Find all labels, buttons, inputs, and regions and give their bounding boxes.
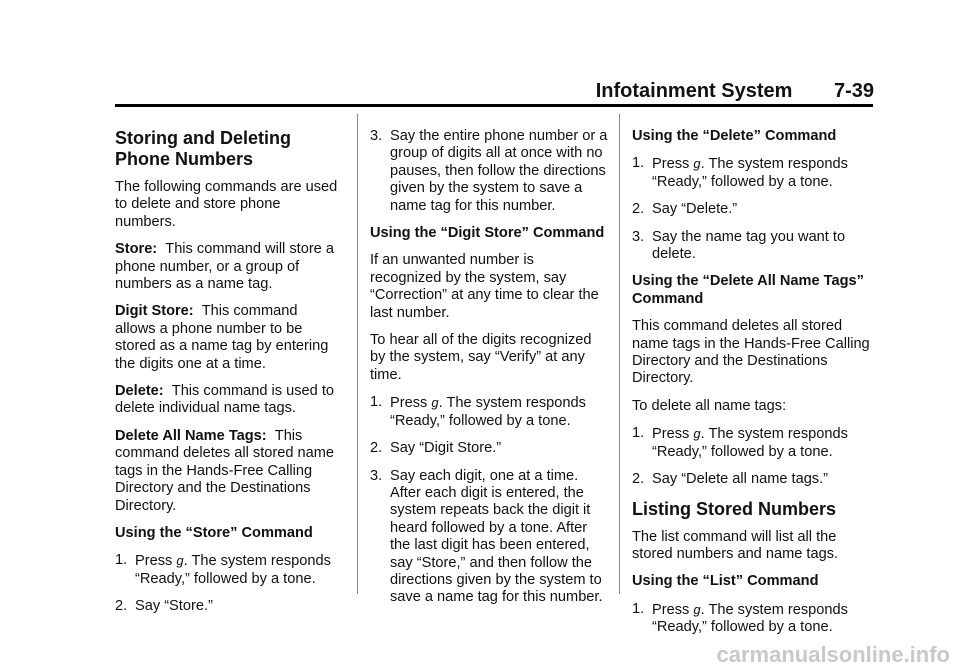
step-text: Say “Delete all name tags.” xyxy=(652,471,829,488)
step-number: 3. xyxy=(370,128,383,144)
paragraph: This command deletes all stored name tags in the Hands-Free Calling Directory and the Destinations Directory. xyxy=(632,318,870,387)
step-text-post: . The system responds “Ready,” followed by a tone. xyxy=(652,601,848,636)
step-item xyxy=(115,598,341,615)
phone-button-icon: g xyxy=(693,426,701,442)
paragraph: The following commands are used to delete and store phone numbers. xyxy=(115,179,338,230)
step-text-pre: Press xyxy=(390,395,432,412)
definition xyxy=(115,428,341,515)
paragraph: The list command will list all the stored numbers and name tags. xyxy=(632,528,839,562)
page-number: 7-39 xyxy=(833,80,874,102)
term-text: This command will store a phone number, or a group of numbers as a name tag. xyxy=(115,241,334,293)
step-number: 1. xyxy=(115,552,128,569)
section-heading: Storing and Deleting Phone Numbers xyxy=(115,128,292,169)
column-2 xyxy=(370,128,608,617)
step-text-pre: Press xyxy=(652,601,694,618)
section-heading: Listing Stored Numbers xyxy=(632,498,837,519)
step-number: 1. xyxy=(370,394,383,411)
step-text-pre: Press xyxy=(652,156,694,173)
phone-button-icon: g xyxy=(176,553,184,569)
column-divider xyxy=(357,114,358,594)
subheading: Using the “Delete” Command xyxy=(632,128,837,144)
step-number: 3. xyxy=(632,228,645,245)
step-number: 1. xyxy=(632,600,645,617)
header-rule xyxy=(115,104,873,107)
step-number: 2. xyxy=(632,471,645,488)
step-item xyxy=(115,552,341,588)
step-text: Say “Store.” xyxy=(135,598,213,615)
step-item xyxy=(370,128,608,215)
step-text-post: . The system responds “Ready,” followed by a tone. xyxy=(652,156,848,190)
step-number: 2. xyxy=(632,201,645,218)
step-list xyxy=(370,394,608,606)
step-item xyxy=(632,201,872,218)
term: Delete All Name Tags: xyxy=(115,427,267,444)
page-header xyxy=(0,80,874,103)
step-number: 3. xyxy=(370,467,383,484)
definition xyxy=(115,303,341,373)
step-item xyxy=(370,440,608,457)
term-text: This command allows a phone number to be stored as a name tag by entering the digits one at a time. xyxy=(115,303,329,372)
phone-button-icon: g xyxy=(693,601,701,617)
subheading: Using the “Digit Store” Command xyxy=(370,225,605,242)
step-text: Say “Digit Store.” xyxy=(390,440,502,457)
paragraph: To delete all name tags: xyxy=(632,397,787,414)
step-list xyxy=(632,425,872,488)
step-text-post: . The system responds “Ready,” followed by a tone. xyxy=(652,426,848,460)
step-list xyxy=(632,601,872,637)
step-text-pre: Press xyxy=(135,553,177,570)
step-item xyxy=(632,229,872,264)
section-title: Infotainment System xyxy=(595,80,793,102)
step-list xyxy=(115,552,341,615)
term-text: This command deletes all stored name tags in the Hands-Free Calling Directory and the Destinations Directory. xyxy=(115,427,335,514)
step-item xyxy=(370,394,608,430)
step-number: 1. xyxy=(632,425,645,442)
subheading: Using the “List” Command xyxy=(632,573,819,590)
step-text: Say the name tag you want to delete. xyxy=(652,228,846,263)
step-number: 2. xyxy=(115,598,128,615)
column-3 xyxy=(632,128,872,647)
definition xyxy=(115,241,341,293)
term: Delete: xyxy=(115,383,164,400)
step-item xyxy=(632,425,872,461)
step-item xyxy=(632,155,872,191)
subheading: Using the “Store” Command xyxy=(115,524,313,541)
step-text: Say each digit, one at a time. After each digit is entered, the system repeats back the digit it heard followed by a tone. After the last digit has been entered, say “Store,” and then follow the directions given by the system to save a name tag for this number. xyxy=(390,467,603,606)
step-text-pre: Press xyxy=(652,426,694,443)
step-text-post: . The system responds “Ready,” followed by a tone. xyxy=(135,553,331,587)
term: Digit Store: xyxy=(115,303,194,320)
step-item xyxy=(370,468,608,607)
step-item xyxy=(632,601,872,637)
term: Store: xyxy=(115,241,158,258)
column-1 xyxy=(115,128,341,626)
column-divider xyxy=(619,114,620,594)
step-list xyxy=(370,128,608,215)
step-list xyxy=(632,155,872,263)
step-number: 1. xyxy=(632,155,645,172)
step-text: Say the entire phone number or a group of digits all at once with no pauses, then follow the directions given by the system to save a name tag for this number. xyxy=(390,128,608,214)
step-number: 2. xyxy=(370,440,383,457)
watermark: carmanualsonline.info xyxy=(716,642,950,667)
phone-button-icon: g xyxy=(693,156,701,172)
step-text-post: . The system responds “Ready,” followed by a tone. xyxy=(390,395,586,429)
term-text: This command is used to delete individual name tags. xyxy=(115,383,335,417)
phone-button-icon: g xyxy=(431,395,439,411)
definition xyxy=(115,383,341,418)
step-text: Say “Delete.” xyxy=(652,201,738,218)
paragraph: If an unwanted number is recognized by the system, say “Correction” at any time to clear the last number. xyxy=(370,252,599,321)
paragraph: To hear all of the digits recognized by the system, say “Verify” at any time. xyxy=(370,332,592,383)
step-item xyxy=(632,471,872,488)
subheading: Using the “Delete All Name Tags” Command xyxy=(632,273,864,307)
